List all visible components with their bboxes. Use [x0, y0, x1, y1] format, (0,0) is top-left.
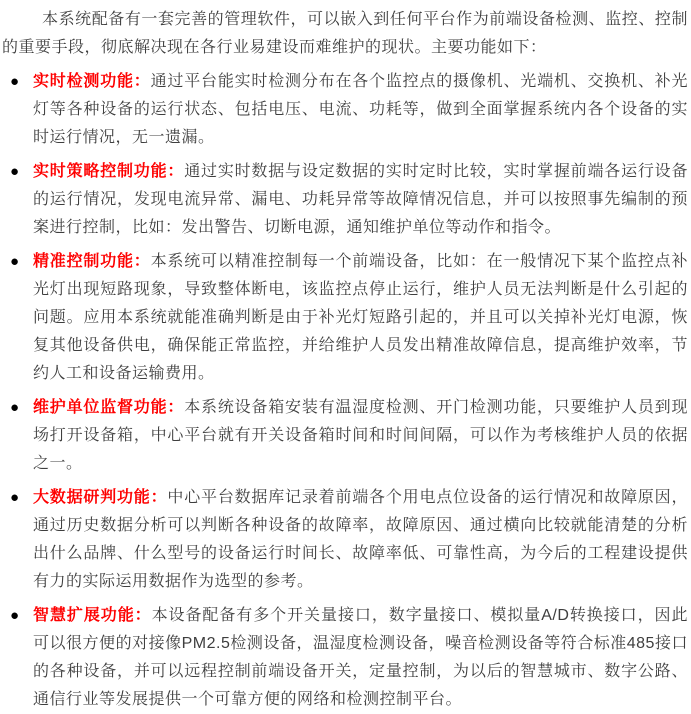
- feature-body: 本系统设备箱安装有温湿度检测、开门检测功能，只要维护人员到现场打开设备箱，中心平台就有开关设备箱时间和时间间隔，可以作为考核维护人员的依据之一。: [33, 399, 688, 472]
- bullet-icon: ●: [10, 163, 20, 180]
- feature-title: 智慧扩展功能：: [33, 607, 152, 624]
- feature-item: [2, 394, 688, 478]
- feature-item: [2, 68, 688, 152]
- feature-body: 本设备配备有多个开关量接口，数字量接口、模拟量A/D转换接口，因此可以很方便的对接像PM2.5检测设备，温湿度检测设备，噪音检测设备等符合标准485接口的各种设备，并可以远程控制前端设备开关，定量控制，为以后的智慧城市、数字公路、通信行业等发展提供一个可靠方便的网络和检测控制平台。: [33, 607, 688, 708]
- bullet-icon: ●: [10, 399, 20, 416]
- feature-title: 实时检测功能：: [33, 73, 151, 90]
- feature-item: [2, 158, 688, 242]
- feature-title: 大数据研判功能：: [33, 489, 168, 506]
- feature-title: 维护单位监督功能：: [33, 399, 185, 416]
- bullet-icon: ●: [10, 253, 20, 270]
- feature-text: [33, 158, 688, 242]
- bullet-icon: ●: [10, 489, 20, 506]
- feature-item: [2, 484, 688, 596]
- feature-body: 本系统可以精准控制每一个前端设备，比如：在一般情况下某个监控点补光灯出现短路现象，导致整体断电，该监控点停止运行，维护人员无法判断是什么引起的问题。应用本系统就能准确判断是由于补光灯短路引起的，并且可以关掉补光灯电源，恢复其他设备供电，确保能正常监控，并给维护人员发出精准故障信息，提高维护效率，节约人工和设备运输费用。: [33, 253, 688, 382]
- feature-body: 中心平台数据库记录着前端各个用电点位设备的运行情况和故障原因，通过历史数据分析可以判断各种设备的故障率，故障原因、通过横向比较就能清楚的分析出什么品牌、什么型号的设备运行时间长、故障率低、可靠性高，为今后的工程建设提供有力的实际运用数据作为选型的参考。: [33, 489, 688, 590]
- feature-text: [33, 68, 688, 152]
- feature-text: [33, 248, 688, 388]
- bullet-icon: ●: [10, 73, 20, 90]
- feature-body: 通过平台能实时检测分布在各个监控点的摄像机、光端机、交换机、补光灯等各种设备的运行状态、包括电压、电流、功耗等，做到全面掌握系统内各个设备的实时运行情况，无一遗漏。: [33, 73, 688, 146]
- feature-item: [2, 602, 688, 714]
- feature-body: 通过实时数据与设定数据的实时定时比较，实时掌握前端各运行设备的运行情况，发现电流异常、漏电、功耗异常等故障情况信息，并可以按照事先编制的预案进行控制，比如：发出警告、切断电源，通知维护单位等动作和指令。: [33, 163, 688, 236]
- feature-item: [2, 248, 688, 388]
- bullet-icon: ●: [10, 607, 20, 624]
- intro-paragraph: 本系统配备有一套完善的管理软件，可以嵌入到任何平台作为前端设备检测、监控、控制的重要手段，彻底解决现在各行业易建设而难维护的现状。主要功能如下：: [2, 11, 688, 56]
- feature-title: 精准控制功能：: [33, 253, 151, 270]
- feature-title: 实时策略控制功能：: [33, 163, 185, 180]
- feature-text: [33, 394, 688, 478]
- feature-text: [33, 484, 688, 596]
- feature-text: [33, 602, 688, 714]
